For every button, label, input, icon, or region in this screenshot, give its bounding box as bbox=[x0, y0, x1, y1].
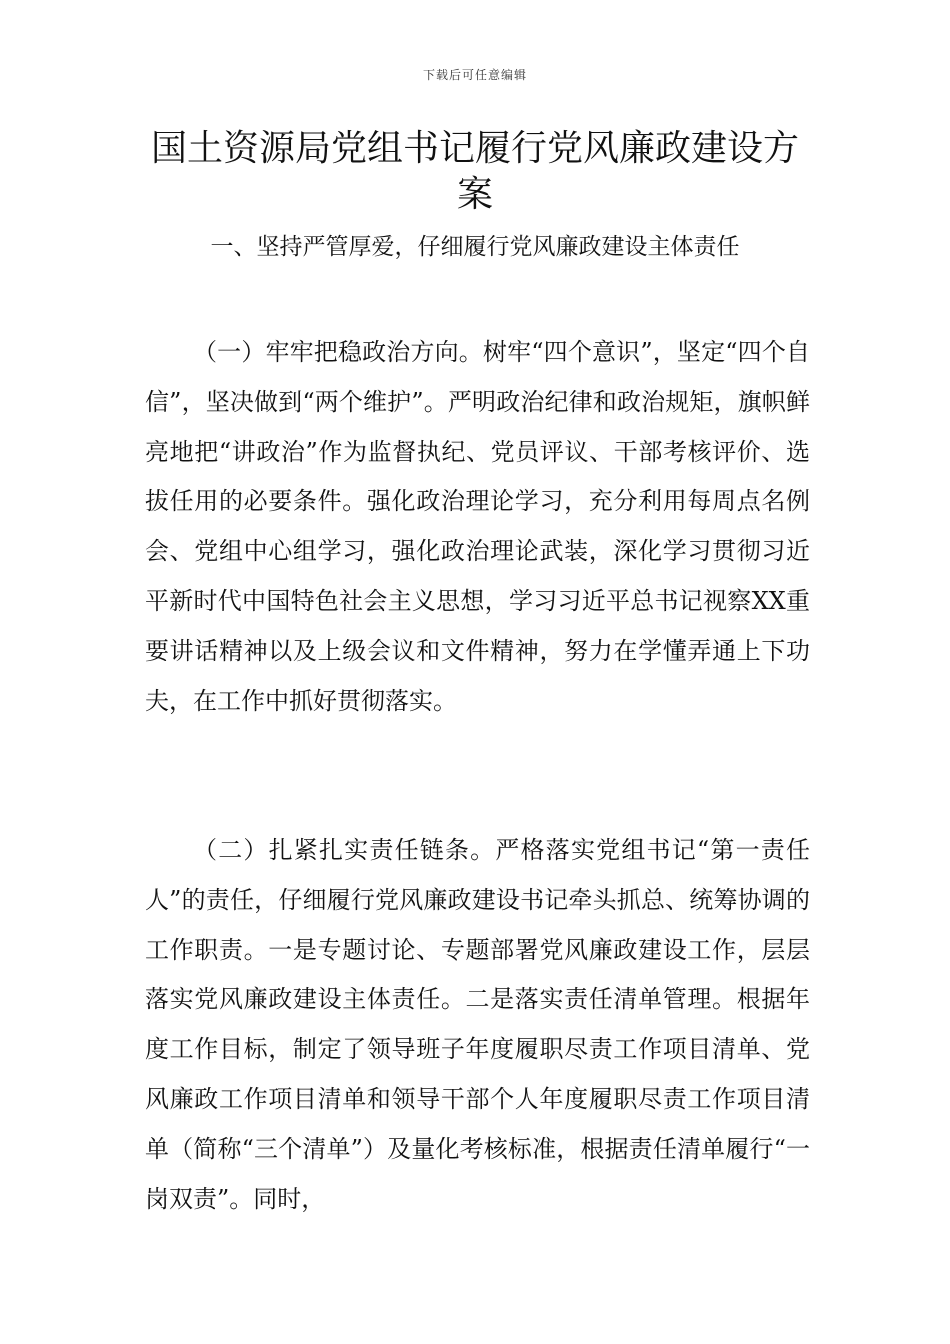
paragraph-1: （一）牢牢把稳政治方向。树牢“四个意识”，坚定“四个自信”，坚决做到“两个维护”。严明政治纪律和政治规矩，旗帜鲜亮地把“讲政治”作为监督执纪、党员评议、干部考核评价、选拔任用的必要条件。强化政治理论学习，充分利用每周点名例会、党组中心组学习，强化政治理论武装，深化学习贯彻习近平新时代中国特色社会主义思想，学习习近平总书记视察XX重要讲话精神以及上级会议和文件精神，努力在学懂弄通上下功夫，在工作中抓好贯彻落实。 bbox=[145, 338, 810, 715]
section-heading: 一、坚持严管厚爱，仔细履行党风廉政建设主体责任 bbox=[210, 234, 740, 260]
document-title: 国土资源局党组书记履行党风廉政建设方案 bbox=[150, 128, 799, 215]
header-note: 下载后可任意编辑 bbox=[422, 68, 527, 82]
paragraph-2: （二）扎紧扎实责任链条。严格落实党组书记“第一责任人”的责任，仔细履行党风廉政建设书记牵头抓总、统筹协调的工作职责。一是专题讨论、专题部署党风廉政建设工作，层层落实党风廉政建设主体责任。二是落实责任清单管理。根据年度工作目标，制定了领导班子年度履职尽责工作项目清单、党风廉政工作项目清单和领导干部个人年度履职尽责工作项目清单（简称“三个清单”）及量化考核标准，根据责任清单履行“一岗双责”。同时， bbox=[145, 836, 810, 1213]
